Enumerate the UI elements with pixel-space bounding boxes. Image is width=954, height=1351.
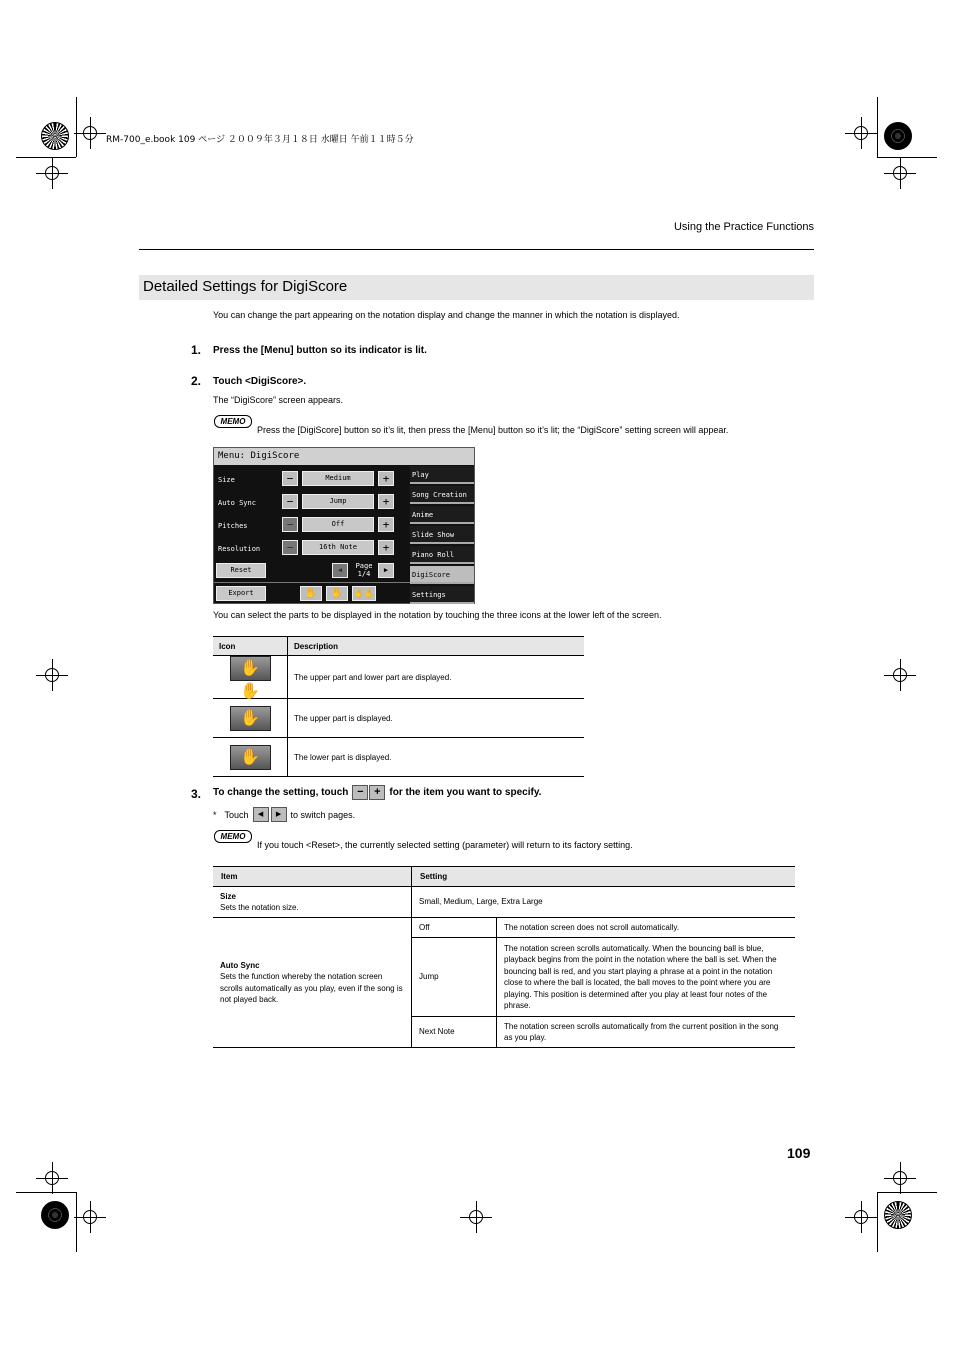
section-heading-bar	[139, 275, 814, 300]
step-subtext: The “DigiScore” screen appears.	[213, 395, 344, 405]
pitches-plus-button[interactable]: +	[378, 517, 394, 532]
menu-item-anime[interactable]: Anime	[410, 506, 474, 524]
plus-icon: +	[369, 785, 385, 800]
icon-table-header-icon: Icon	[213, 637, 288, 656]
intro-text: You can change the part appearing on the notation display and change the manner in which the notation is displayed.	[213, 310, 680, 320]
memo-text: Press the [DigiScore] button so it’s lit, then press the [Menu] button so it’s lit; the “DigiScore” setting screen will appear.	[257, 425, 729, 435]
memo-icon: MEMO	[214, 830, 252, 843]
registration-mark-icon	[45, 166, 59, 180]
option-name: Jump	[412, 938, 497, 1017]
registration-target-icon	[41, 1201, 69, 1229]
registration-mark-icon	[469, 1210, 483, 1224]
settings-header-setting: Setting	[412, 867, 796, 887]
pitches-value: Off	[302, 517, 374, 532]
size-minus-button[interactable]: −	[282, 471, 298, 486]
registration-mark-icon	[893, 1171, 907, 1185]
page-value: 1/4	[357, 570, 371, 578]
registration-mark-icon	[83, 1210, 97, 1224]
setting-label-pitches: Pitches	[218, 522, 248, 530]
crop-mark	[877, 157, 937, 158]
icon-table-header-description: Description	[288, 637, 585, 656]
left-hand-button[interactable]: ✋	[326, 586, 348, 601]
print-header-info: RM-700_e.book 109 ページ ２００９年３月１８日 水曜日 午前１１時５分	[106, 135, 414, 145]
menu-item-play[interactable]: Play	[410, 466, 474, 484]
option-name: Off	[412, 918, 497, 938]
crop-mark	[877, 1192, 878, 1252]
menu-item-slide-show[interactable]: Slide Show	[410, 526, 474, 544]
table-row	[213, 738, 584, 777]
crop-mark	[76, 97, 77, 157]
page-next-button[interactable]: ▶	[378, 563, 394, 578]
icon-description: The upper part is displayed.	[288, 699, 585, 738]
page-switch-note: * Touch ◀ ▶ to switch pages.	[213, 807, 355, 822]
registration-mark-icon	[45, 668, 59, 682]
setting-label-auto-sync: Auto Sync	[218, 499, 256, 507]
item-name: Size	[220, 891, 237, 901]
step-text: Touch <DigiScore>.	[213, 376, 307, 387]
registration-mark-icon	[854, 126, 868, 140]
registration-mark-icon	[45, 1171, 59, 1185]
icon-description: The upper part and lower part are displayed.	[288, 656, 585, 699]
auto-sync-plus-button[interactable]: +	[378, 494, 394, 509]
table-row	[213, 887, 795, 918]
registration-target-icon	[41, 122, 69, 150]
auto-sync-value: Jump	[302, 494, 374, 509]
menu-item-song-creation[interactable]: Song Creation	[410, 486, 474, 504]
icons-explanation: You can select the parts to be displayed in the notation by touching the three icons at the lower left of the screen.	[213, 610, 662, 620]
table-row	[213, 656, 584, 699]
step-number: 2.	[191, 374, 202, 388]
icon-description: The lower part is displayed.	[288, 738, 585, 777]
right-hand-icon: ✋	[230, 706, 271, 731]
right-hand-button[interactable]: ✋	[300, 586, 322, 601]
minus-icon: −	[352, 785, 368, 800]
resolution-plus-button[interactable]: +	[378, 540, 394, 555]
memo-icon: MEMO	[214, 415, 252, 428]
step-number: 3.	[191, 787, 202, 801]
running-header: Using the Practice Functions	[673, 221, 814, 233]
size-plus-button[interactable]: +	[378, 471, 394, 486]
table-row	[213, 699, 584, 738]
export-button[interactable]: Export	[216, 586, 266, 601]
page-next-icon: ▶	[271, 807, 287, 822]
page-label: Page	[355, 562, 373, 570]
option-description: The notation screen scrolls automatically. When the bouncing ball is blue, playback begins from the point in the notation where the ball is set. When the bouncing ball is red, and you start playing a phrase at a point in the notation close to where the ball is located, the ball moves to the point where you are playing. This position is determined after you play at least four notes of the phrase.	[497, 938, 796, 1017]
item-description: Sets the function whereby the notation screen scrolls automatically as you play, even if the song is not played back.	[220, 972, 403, 1004]
settings-table	[213, 866, 795, 1048]
menu-item-settings[interactable]: Settings	[410, 586, 474, 604]
crop-mark	[877, 97, 878, 157]
registration-mark-icon	[893, 668, 907, 682]
option-name: Next Note	[412, 1017, 497, 1048]
step-number: 1.	[191, 343, 202, 357]
setting-label-size: Size	[218, 476, 235, 484]
auto-sync-minus-button[interactable]: −	[282, 494, 298, 509]
crop-mark	[76, 1192, 77, 1252]
registration-mark-icon	[83, 126, 97, 140]
reset-button[interactable]: Reset	[216, 563, 266, 578]
step-text: To change the setting, touch − + for the item you want to specify.	[213, 786, 542, 798]
option-description: The notation screen does not scroll automatically.	[497, 918, 796, 938]
page-prev-button[interactable]: ◀	[332, 563, 348, 578]
memo-text: If you touch <Reset>, the currently selected setting (parameter) will return to its factory setting.	[257, 840, 633, 850]
both-hands-icon: ✋✋	[230, 656, 271, 681]
size-value: Medium	[302, 471, 374, 486]
crop-mark	[16, 1192, 76, 1193]
menu-item-digiscore[interactable]: DigiScore	[410, 566, 474, 584]
crop-mark	[16, 157, 76, 158]
icon-table	[213, 636, 584, 777]
item-name: Auto Sync	[220, 960, 260, 970]
item-description: Sets the notation size.	[220, 903, 299, 912]
option-description: The notation screen scrolls automatically from the current position in the song as you play.	[497, 1017, 796, 1048]
registration-mark-icon	[893, 166, 907, 180]
registration-target-icon	[884, 122, 912, 150]
crop-mark	[877, 1192, 937, 1193]
registration-mark-icon	[854, 1210, 868, 1224]
setting-value: Small, Medium, Large, Extra Large	[412, 887, 796, 918]
table-row	[213, 918, 795, 938]
page-prev-icon: ◀	[253, 807, 269, 822]
screen-divider	[214, 582, 410, 583]
resolution-value: 16th Note	[302, 540, 374, 555]
settings-header-item: Item	[213, 867, 412, 887]
pitches-minus-button[interactable]: −	[282, 517, 298, 532]
header-rule	[139, 249, 814, 250]
menu-item-piano-roll[interactable]: Piano Roll	[410, 546, 474, 564]
both-hands-button[interactable]: ✋✋	[352, 586, 376, 601]
left-hand-icon: ✋	[230, 745, 271, 770]
setting-label-resolution: Resolution	[218, 545, 261, 553]
page-indicator	[354, 562, 374, 578]
resolution-minus-button[interactable]: −	[282, 540, 298, 555]
section-title: Detailed Settings for DigiScore	[143, 278, 348, 295]
step-text: Press the [Menu] button so its indicator is lit.	[213, 345, 427, 356]
screen-title: Menu: DigiScore	[214, 448, 474, 465]
digiscore-screen	[213, 447, 475, 604]
page-number: 109	[787, 1145, 811, 1161]
registration-target-icon	[884, 1201, 912, 1229]
